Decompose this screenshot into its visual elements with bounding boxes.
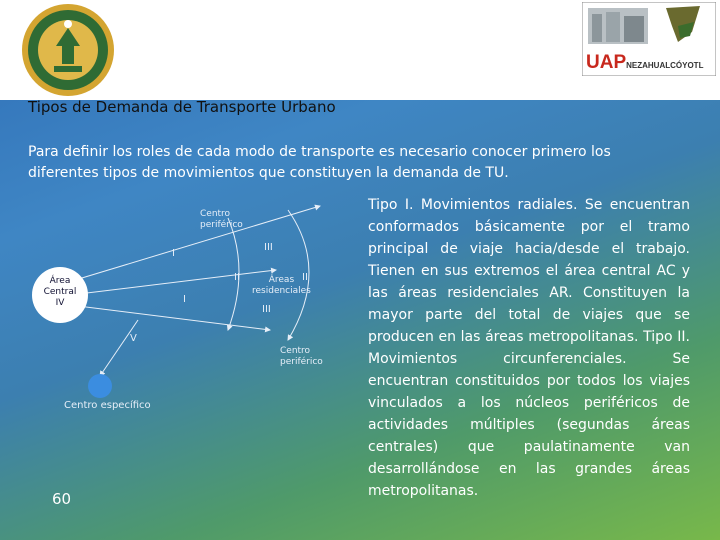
university-seal — [20, 2, 116, 98]
uap-logo-primary: UAP — [586, 52, 627, 73]
centro-especifico-dot — [88, 374, 112, 398]
diagram-label-centro-especifico: Centro específico — [64, 400, 151, 411]
page-title: Tipos de Demanda de Transporte Urbano — [28, 98, 336, 116]
body-paragraph: Tipo I. Movimientos radiales. Se encuentran conformados básicamente por el tramo principal de viaje hacia/desde el trabajo. Tienen en sus extremos el área central AC y las áreas residenciales AR. Constituyen la mayor parte del total de viajes que se producen en las áreas metropolitanas. Tipo II. Movimientos circunferenciales. Se encuentran constituidos por todos los viajes vinculados a los núcleos periféricos de actividades múltiples (segundas áreas centrales) que paulatinamente van desarrollándose en las grandes áreas metropolitanas. — [368, 197, 690, 499]
roman-II-right: II — [302, 272, 308, 283]
diagram-label-centro-periferico-top — [200, 209, 243, 231]
intro-paragraph: Para definir los roles de cada modo de transporte es necesario conocer primero los diferentes tipos de movimientos que constituyen la demanda de TU. — [28, 144, 611, 181]
uap-logo-secondary: NEZAHUALCÓYOTL — [626, 61, 704, 70]
roman-I-mid: I — [183, 294, 186, 305]
label-line: Centro — [200, 209, 231, 219]
roman-I-top: I — [172, 248, 175, 259]
line-to-specific — [100, 320, 138, 376]
label-line: Centro — [280, 346, 311, 356]
movements-diagram — [30, 200, 370, 430]
roman-III-top: III — [264, 242, 273, 253]
label-line: Áreas — [268, 275, 295, 285]
label-line: residenciales — [252, 286, 311, 296]
diagram-label-area-central — [40, 276, 80, 309]
uap-logo-text — [586, 52, 716, 74]
label-line: periférico — [280, 357, 323, 367]
label-line: periférico — [200, 220, 243, 230]
label-line: Área — [49, 276, 71, 286]
label-line: Central — [43, 287, 77, 297]
roman-III-bottom: III — [262, 304, 271, 315]
radial-line-lower — [62, 304, 270, 330]
radial-line-top — [62, 206, 320, 284]
roman-II-left: II — [234, 272, 240, 283]
page-number: 60 — [52, 490, 72, 508]
label-line: IV — [55, 298, 65, 308]
diagram-label-centro-periferico-bottom — [280, 346, 323, 368]
roman-V: V — [130, 333, 137, 344]
